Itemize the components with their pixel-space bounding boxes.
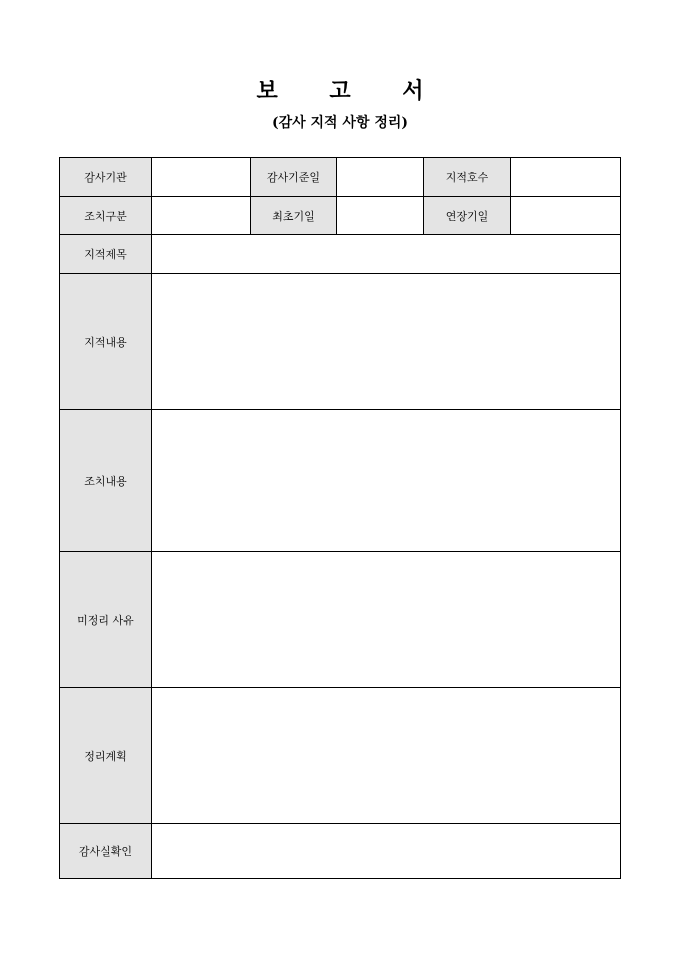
audit-base-date-label: 감사기준일 [251, 158, 337, 197]
form-row-action-content [60, 410, 621, 552]
audit-agency-field[interactable] [152, 158, 251, 197]
resolution-plan-field[interactable] [152, 688, 621, 824]
action-content-field[interactable] [152, 410, 621, 552]
action-type-label: 조치구분 [60, 197, 152, 235]
resolution-plan-label: 정리계획 [60, 688, 152, 824]
unresolved-reason-field[interactable] [152, 552, 621, 688]
finding-title-field[interactable] [152, 235, 621, 274]
form-row-resolution-plan [60, 688, 621, 824]
finding-number-field[interactable] [511, 158, 621, 197]
finding-content-label: 지적내용 [60, 274, 152, 410]
audit-office-confirmation-field[interactable] [152, 824, 621, 879]
document-subtitle: (감사 지적 사항 정리) [271, 115, 409, 131]
extended-deadline-field[interactable] [511, 197, 621, 235]
initial-deadline-field[interactable] [337, 197, 424, 235]
form-row-audit-confirmation [60, 824, 621, 879]
action-content-label: 조치내용 [60, 410, 152, 552]
initial-deadline-label: 최초기일 [251, 197, 337, 235]
form-row-header-1 [60, 158, 621, 197]
finding-title-label: 지적제목 [60, 235, 152, 274]
form-row-finding-title [60, 235, 621, 274]
report-form-table [59, 157, 621, 879]
finding-number-label: 지적호수 [424, 158, 511, 197]
audit-office-confirmation-label: 감사실확인 [60, 824, 152, 879]
action-type-field[interactable] [152, 197, 251, 235]
form-row-unresolved-reason [60, 552, 621, 688]
audit-base-date-field[interactable] [337, 158, 424, 197]
audit-agency-label: 감사기관 [60, 158, 152, 197]
form-row-finding-content [60, 274, 621, 410]
extended-deadline-label: 연장기일 [424, 197, 511, 235]
form-row-header-2 [60, 197, 621, 235]
unresolved-reason-label: 미정리 사유 [60, 552, 152, 688]
document-title: 보 고 서 [256, 78, 446, 104]
finding-content-field[interactable] [152, 274, 621, 410]
